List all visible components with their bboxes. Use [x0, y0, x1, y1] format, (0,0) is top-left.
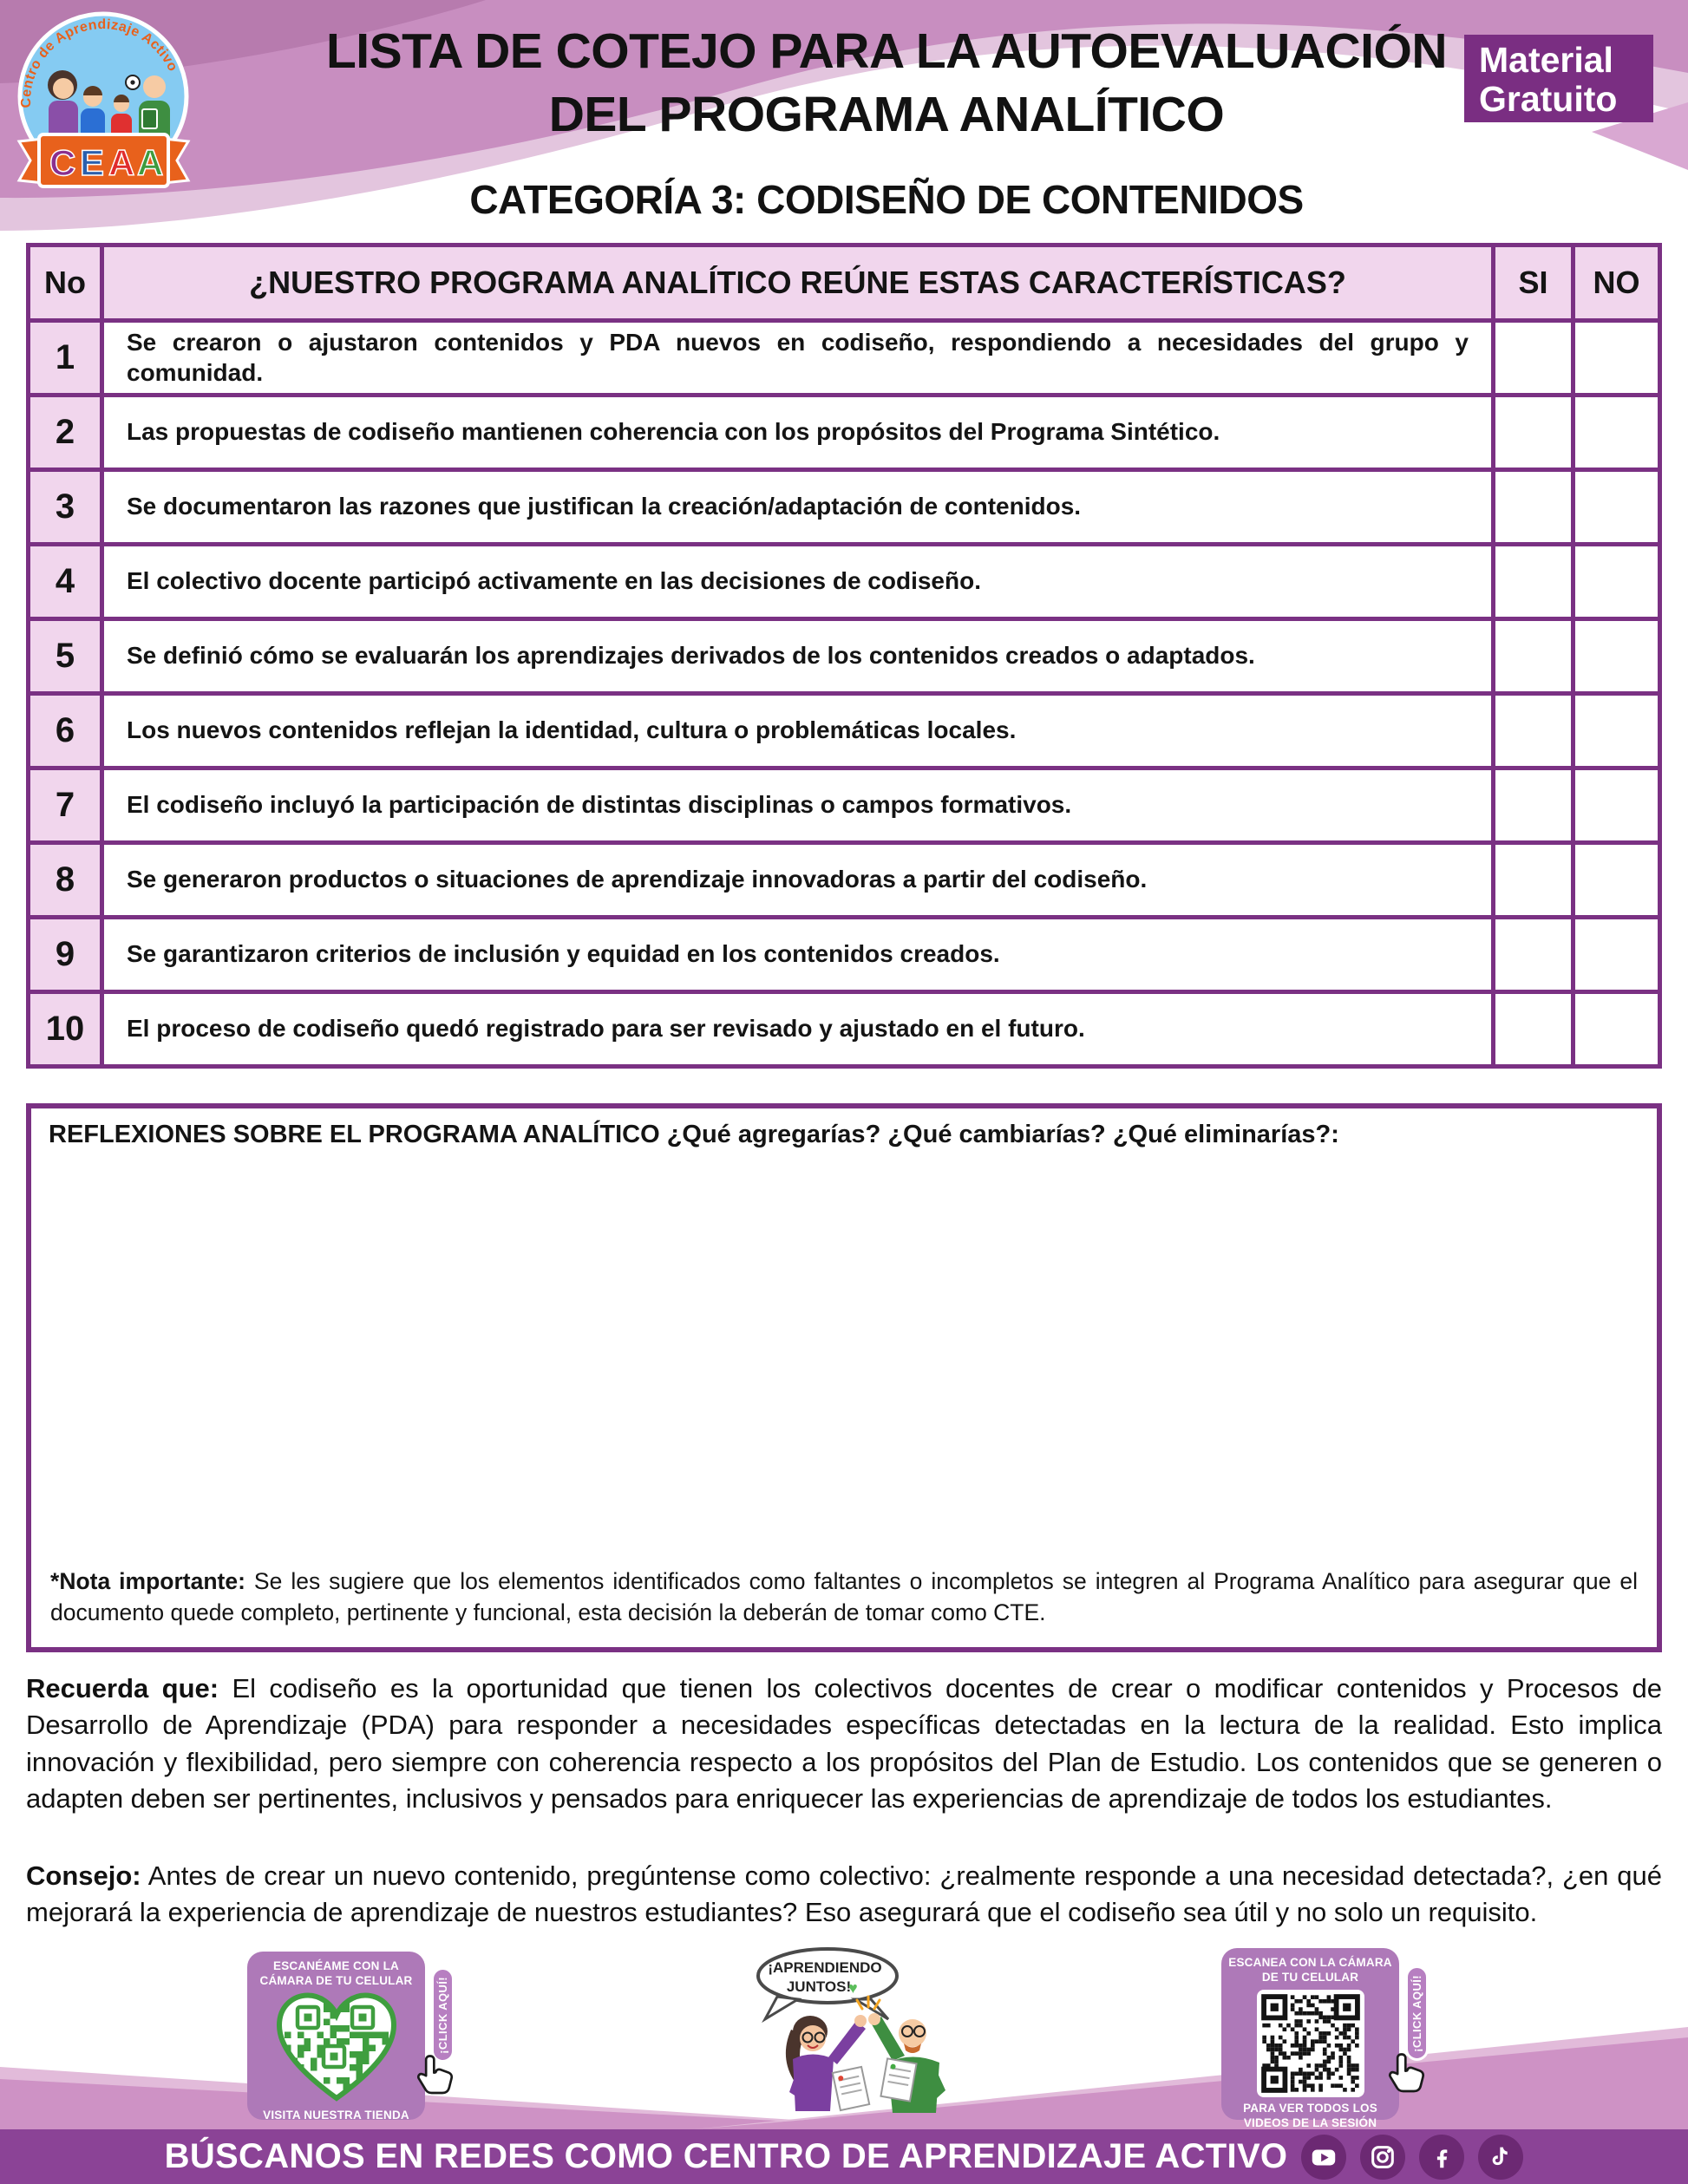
table-row [29, 619, 1660, 694]
hand-cursor-icon [411, 2054, 460, 2097]
youtube-icon[interactable] [1301, 2135, 1346, 2180]
row-question: El colectivo docente participó activamente en las decisiones de codiseño. [102, 545, 1494, 619]
table-row [29, 694, 1660, 768]
remember-label: Recuerda que: [26, 1673, 219, 1703]
qr-card-videos [1221, 1948, 1399, 2129]
row-question: Los nuevos contenidos reflejan la identidad, cultura o problemáticas locales. [102, 694, 1494, 768]
table-row [29, 321, 1660, 396]
row-question: Se crearon o ajustaron contenidos y PDA nuevos en codiseño, respondiendo a necesidades del grupo y comunidad. [102, 321, 1494, 396]
si-checkbox-row-6[interactable] [1494, 694, 1574, 768]
row-number: 9 [29, 918, 102, 992]
reflections-writing-area[interactable] [31, 1149, 1657, 1566]
col-header-question: ¿NUESTRO PROGRAMA ANALÍTICO REÚNE ESTAS CARACTERÍSTICAS? [102, 245, 1494, 321]
no-checkbox-row-2[interactable] [1574, 396, 1660, 470]
instagram-icon[interactable] [1360, 2135, 1405, 2180]
row-question: Se definió cómo se evaluarán los aprendizajes derivados de los contenidos creados o adaptados. [102, 619, 1494, 694]
click-aqui-label: ¡CLICK AQUÍ! [1410, 1974, 1423, 2052]
row-number: 10 [29, 992, 102, 1067]
no-checkbox-row-9[interactable] [1574, 918, 1660, 992]
row-number: 5 [29, 619, 102, 694]
si-checkbox-row-7[interactable] [1494, 768, 1574, 843]
table-row [29, 992, 1660, 1067]
si-checkbox-row-5[interactable] [1494, 619, 1574, 694]
table-row [29, 545, 1660, 619]
videos-qr-code[interactable] [1257, 1990, 1364, 2097]
no-checkbox-row-7[interactable] [1574, 768, 1660, 843]
col-header-no: NO [1574, 245, 1660, 321]
row-number: 1 [29, 321, 102, 396]
checklist-table [26, 243, 1662, 1069]
bubble-text-line1: ¡APRENDIENDO [768, 1959, 882, 1976]
bubble-text-line2: JUNTOS! [786, 1978, 852, 1995]
no-checkbox-row-5[interactable] [1574, 619, 1660, 694]
note-label: *Nota importante: [50, 1567, 245, 1594]
row-number: 6 [29, 694, 102, 768]
no-checkbox-row-1[interactable] [1574, 321, 1660, 396]
qr-videos-caption-line1: PARA VER TODOS LOS [1243, 2101, 1377, 2115]
si-checkbox-row-8[interactable] [1494, 843, 1574, 918]
facebook-icon[interactable] [1419, 2135, 1464, 2180]
no-checkbox-row-8[interactable] [1574, 843, 1660, 918]
no-checkbox-row-6[interactable] [1574, 694, 1660, 768]
si-checkbox-row-4[interactable] [1494, 545, 1574, 619]
page-title-line1: LISTA DE COTEJO PARA LA AUTOEVALUACIÓN [325, 23, 1448, 79]
row-number: 8 [29, 843, 102, 918]
material-gratuito-badge [1464, 35, 1653, 122]
table-row [29, 396, 1660, 470]
si-checkbox-row-10[interactable] [1494, 992, 1574, 1067]
table-row [29, 470, 1660, 545]
table-row [29, 918, 1660, 992]
row-question: Se documentaron las razones que justifican la creación/adaptación de contenidos. [102, 470, 1494, 545]
click-aqui-button-store[interactable] [431, 1967, 455, 2063]
click-aqui-button-videos[interactable] [1405, 1965, 1429, 2061]
advice-paragraph [26, 1858, 1662, 1932]
no-checkbox-row-3[interactable] [1574, 470, 1660, 545]
note-text: Se les sugiere que los elementos identificados como faltantes o incompletos se integren al Programa Analítico para asegurar que el documento quede completo, pertinente y funcional, esta decisión la deberán de tomar como CTE. [50, 1567, 1638, 1625]
tiktok-icon[interactable] [1478, 2135, 1523, 2180]
badge-line1: Material [1479, 40, 1613, 80]
row-number: 4 [29, 545, 102, 619]
click-aqui-label: ¡CLICK AQUÍ! [436, 1976, 449, 2054]
row-question: Se generaron productos o situaciones de aprendizaje innovadoras a partir del codiseño. [102, 843, 1494, 918]
qr-videos-title: ESCANEA CON LA CÁMARA DE TU CELULAR [1228, 1956, 1392, 1985]
reflections-title: REFLEXIONES SOBRE EL PROGRAMA ANALÍTICO ¿Qué agregarías? ¿Qué cambiarías? ¿Qué eliminarías?: [49, 1121, 1339, 1148]
footer-bar [0, 2129, 1688, 2184]
qr-videos-caption-line2: VIDEOS DE LA SESIÓN [1243, 2115, 1377, 2129]
reflections-box [26, 1103, 1662, 1652]
logo-letter-a2: A [137, 142, 164, 183]
row-question: Se garantizaron criterios de inclusión y equidad en los contenidos creados. [102, 918, 1494, 992]
mascots-illustration [743, 1946, 1003, 2130]
si-checkbox-row-3[interactable] [1494, 470, 1574, 545]
si-checkbox-row-2[interactable] [1494, 396, 1574, 470]
row-number: 2 [29, 396, 102, 470]
logo-letter-e: E [80, 142, 105, 183]
table-row [29, 768, 1660, 843]
qr-card-store [247, 1952, 425, 2120]
no-checkbox-row-10[interactable] [1574, 992, 1660, 1067]
remember-text: El codiseño es la oportunidad que tienen los colectivos docentes de crear o modificar contenidos y Procesos de Desarrollo de Aprendizaje (PDA) para responder a necesidades específicas detectadas en la lectura de la realidad. Esto implica innovación y flexibilidad, pero siempre con coherencia respecto a los propósitos del Plan de Estudio. Los contenidos que se generen o adapten deben ser pertinentes, inclusivos y pensados para enriquecer las experiencias de aprendizaje de todos los estudiantes. [26, 1673, 1662, 1815]
no-checkbox-row-4[interactable] [1574, 545, 1660, 619]
row-number: 3 [29, 470, 102, 545]
footer-text: BÚSCANOS EN REDES COMO CENTRO DE APRENDIZAJE ACTIVO [164, 2137, 1288, 2175]
row-question: Las propuestas de codiseño mantienen coherencia con los propósitos del Programa Sintético. [102, 396, 1494, 470]
qr-store-caption: VISITA NUESTRA TIENDA [263, 2108, 409, 2122]
bubble-heart-icon: ♥ [848, 1979, 858, 1997]
row-number: 7 [29, 768, 102, 843]
si-checkbox-row-9[interactable] [1494, 918, 1574, 992]
advice-label: Consejo: [26, 1860, 141, 1891]
badge-line2: Gratuito [1479, 79, 1618, 120]
row-question: El proceso de codiseño quedó registrado para ser revisado y ajustado en el futuro. [102, 992, 1494, 1067]
store-heart-qr-code[interactable] [271, 1989, 402, 2103]
page-title-line2: DEL PROGRAMA ANALÍTICO [548, 87, 1225, 142]
si-checkbox-row-1[interactable] [1494, 321, 1574, 396]
logo-arc-text: Centro de Aprendizaje Activo [18, 17, 180, 108]
hand-cursor-icon [1383, 2052, 1431, 2096]
col-header-si: SI [1494, 245, 1574, 321]
logo-letter-a1: A [108, 142, 135, 183]
qr-store-title: ESCANÉAME CON LA CÁMARA DE TU CELULAR [259, 1959, 413, 1988]
page-subtitle: CATEGORÍA 3: CODISEÑO DE CONTENIDOS [469, 177, 1304, 222]
remember-paragraph [26, 1671, 1662, 1818]
logo-letter-c: C [49, 142, 76, 183]
col-header-num: No [29, 245, 102, 321]
row-question: El codiseño incluyó la participación de distintas disciplinas o campos formativos. [102, 768, 1494, 843]
important-note [31, 1566, 1657, 1647]
advice-text: Antes de crear un nuevo contenido, pregúntense como colectivo: ¿realmente responde a una necesidad detectada?, ¿en qué mejorará la experiencia de aprendizaje de nuestros estudiantes? Eso asegurará que el codiseño sea útil y no solo un requisito. [26, 1860, 1662, 1928]
table-row [29, 843, 1660, 918]
